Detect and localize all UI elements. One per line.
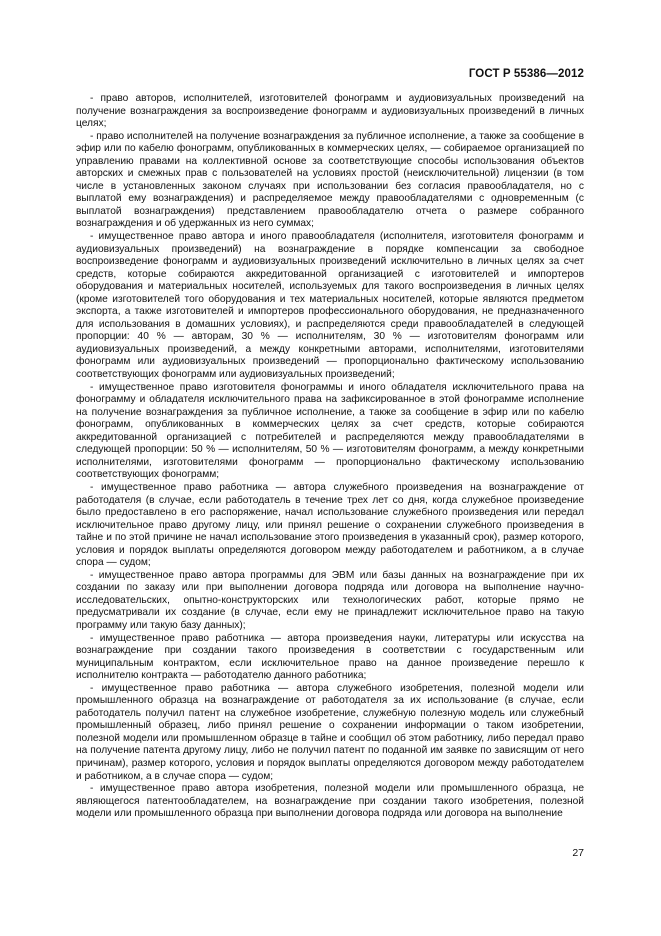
paragraph: - право исполнителей на получение вознаграждения за публичное исполнение, а также за сообщение в эфир или по кабелю фонограмм, опубликованных в коммерческих целях, — собираемое организацией по управлению правами на коллективной основе за соответствующие способы использования объектов авторских и смежных прав с пользователей на условиях простой (неисключительной) лицензии (в том числе в установленных законом случаях при использовании без согласия правообладателя, но с выплатой ему вознаграждения) и распределяемое между правообладателями с одновременным (с выплатой вознаграждения) представлением правообладателю отчета о размере собранного вознаграждения и об удержанных из него суммах; xyxy=(76,130,584,230)
paragraph: - имущественное право автора и иного правообладателя (исполнителя, изготовителя фонограмм и аудиовизуальных произведений) на вознаграждение в порядке компенсации за свободное воспроизведение фонограмм и аудиовизуальных произведений исключительно в личных целях за счет средств, которые собираются аккредитованной организацией с изготовителей и импортеров оборудования и материальных носителей, используемых для такого воспроизведения в личных целях (кроме изготовителей того оборудования и тех материальных носителей, которые являются предметом экспорта, а также изготовителей и импортеров профессионального оборудования, не предназначенного для использования в домашних условиях), и распределяются среди правообладателей в следующей пропорции: 40 % — авторам, 30 % — исполнителям, 30 % — изготовителям фонограмм или аудиовизуальных произведений, а между конкретными авторами, исполнителями, изготовителями фонограмм или аудиовизуальных произведений — пропорционально фактическому использованию соответствующих фонограмм или аудиовизуальных произведений; xyxy=(76,231,584,381)
paragraph: - имущественное право работника — автора служебного изобретения, полезной модели или промышленного образца на вознаграждение от работодателя за их использование (в случае, если работодатель получил патент на служебное изобретение, служебную полезную модель или служебный промышленный образец, либо принял решение о сохранении информации о таком изобретении, полезной модели или промышленном образце в тайне и сообщил об этом работнику, либо передал право на получение патента другому лицу, либо не получил патент по поданной им заявке по зависящим от него причинам), размер которого, условия и порядок выплаты определяются договором между работодателем и работником, а в случае спора — судом; xyxy=(76,682,584,782)
paragraph: - имущественное право автора изобретения, полезной модели или промышленного образца, не являющегося патентообладателем, на вознаграждение при создании такого изобретения, полезной модели или промышленного образца при выполнении договора подряда или договора на выполнение xyxy=(76,783,584,820)
paragraph: - имущественное право изготовителя фонограммы и иного обладателя исключительного права на фонограмму и обладателя исключительного права на зафиксированное в этой фонограмме исполнение на получение вознаграждения за публичное исполнение, а также за сообщение в эфир или по кабелю фонограмм, опубликованных в коммерческих целях за счет средств, которые собираются аккредитованной организацией с потребителей и распределяются между правообладателями в следующей пропорции: 50 % — исполнителям, 50 % — изготовителям фонограмм, а между конкретными исполнителями, изготовителями фонограмм — пропорционально фактическому использованию соответствующих фонограмм; xyxy=(76,381,584,481)
page-number: 27 xyxy=(572,847,584,859)
paragraph: - имущественное право работника — автора служебного произведения на вознаграждение от работодателя (в случае, если работодатель в течение трех лет со дня, когда служебное произведение было предоставлено в его распоряжение, начал использование служебного произведения или передал исключительное право другому лицу, или принял решение о сохранении служебного произведения в тайне и по этой причине не начал использование этого произведения в указанный срок), размер которого, условия и порядок выплаты определяются договором между работодателем и работником, а в случае спора — судом; xyxy=(76,481,584,569)
paragraph: - имущественное право автора программы для ЭВМ или базы данных на вознаграждение при их создании по заказу или при выполнении договора подряда или договора на выполнение научно-исследовательских, опытно-конструкторских или технологических работ, которые прямо не предусматривали их создание (в случае, если ему не принадлежит исключительное право на такую программу или такую базу данных); xyxy=(76,569,584,631)
paragraph: - имущественное право работника — автора произведения науки, литературы или искусства на вознаграждение при создании такого произведения в соответствии с государственным или муниципальным контрактом, если исключительное право на данное произведение перешло к исполнителю контракта — работодателю данного работника; xyxy=(76,632,584,682)
paragraph: - право авторов, исполнителей, изготовителей фонограмм и аудиовизуальных произведений на получение вознаграждения за воспроизведение фонограмм и аудиовизуальных произведений в личных целях; xyxy=(76,93,584,130)
standard-code-header: ГОСТ Р 55386—2012 xyxy=(468,68,584,80)
document-body xyxy=(76,93,584,821)
